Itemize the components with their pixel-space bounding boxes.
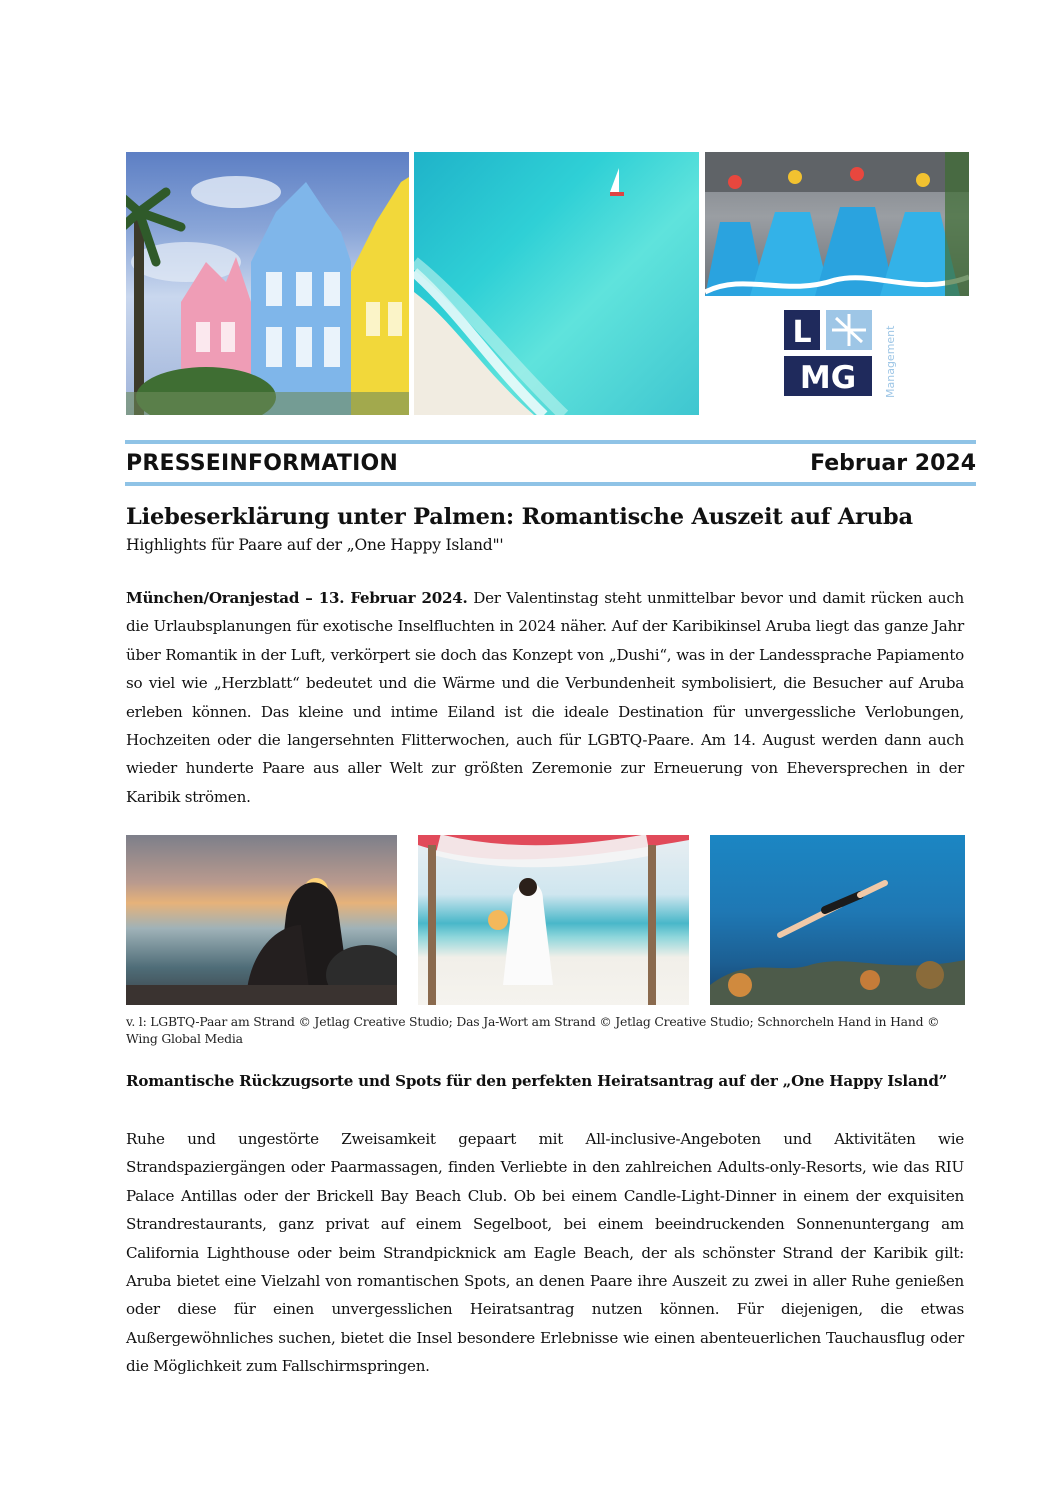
intro-text: Der Valentinstag steht unmittelbar bevor und damit rücken auch die Urlaubsplanungen für exotische Inselfluchten in 2024 näher. Auf der Karibikinsel Aruba liegt das ganze Jahr über Romantik in der Luft, verkörpert sie doch das Konzept von „Dushi“, was in der Landessprache Papiamento so viel wie „Herzblatt“ bedeutet und die Wärme und die Verbundenheit symbolisiert, die Besucher auf Aruba erleben können. Das kleine und intime Eiland ist die ideale Destination für unvergessliche Verlobungen, Hochzeiten oder die langersehnten Flitterwochen, auch für LGBTQ-Paare. Am 14. August werden dann auch wieder hunderte Paare aus aller Welt zur größten Zeremonie zur Erneuerung von Eheversprechen in der Karibik strömen.	[126, 589, 964, 806]
top-rule	[125, 440, 976, 444]
logo-letters-mg: MG	[799, 360, 857, 396]
lmg-logo	[784, 310, 900, 400]
logo-vertical-text: Management	[884, 325, 897, 398]
article-title: Liebeserklärung unter Palmen: Romantische Auszeit auf Aruba	[126, 504, 913, 530]
photo-caption: v. l: LGBTQ-Paar am Strand © Jetlag Creative Studio; Das Ja-Wort am Strand © Jetlag Creative Studio; Schnorcheln Hand in Hand © Wing Global Media	[126, 1014, 940, 1046]
logo-letter-l: L	[792, 315, 812, 350]
photo-wedding-beach	[418, 835, 689, 1005]
press-date: Februar 2024	[810, 451, 976, 476]
photo-colorful-houses	[126, 152, 409, 415]
section-heading: Romantische Rückzugsorte und Spots für den perfekten Heiratsantrag auf der „One Happy Island”	[126, 1072, 948, 1090]
press-label: PRESSEINFORMATION	[126, 451, 399, 476]
photo-aerial-beach	[414, 152, 699, 415]
intro-paragraph	[126, 584, 964, 811]
photo-snorkelers	[710, 835, 965, 1005]
intro-dateline: München/Oranjestad – 13. Februar 2024.	[126, 589, 468, 607]
article-subtitle: Highlights für Paare auf der „One Happy Island"'	[126, 536, 504, 554]
photo-folk-dancers	[705, 152, 969, 296]
section-paragraph: Ruhe und ungestörte Zweisamkeit gepaart mit All-inclusive-Angeboten und Aktivitäten wie Strandspaziergängen oder Paarmassagen, finden Verliebte in den zahlreichen Adults-only-Resorts, wie das RIU Palace Antillas oder der Brickell Bay Beach Club. Ob bei einem Candle-Light-Dinner in einem der exquisiten Strandrestaurants, ganz privat auf einem Segelboot, bei einem beeindruckenden Sonnenuntergang am California Lighthouse oder beim Strandpicknick am Eagle Beach, der als schönster Strand der Karibik gilt: Aruba bietet eine Vielzahl von romantischen Spots, an denen Paare ihre Auszeit zu zwei in aller Ruhe genießen oder diese für einen unvergesslichen Heiratsantrag nutzen können. Für diejenigen, die etwas Außergewöhnliches suchen, bietet die Insel besondere Erlebnisse wie einen abenteuerlichen Tauchausflug oder die Möglichkeit zum Fallschirmspringen.	[126, 1130, 964, 1376]
photo-couple-beach	[126, 835, 397, 1005]
bottom-rule	[125, 482, 976, 486]
